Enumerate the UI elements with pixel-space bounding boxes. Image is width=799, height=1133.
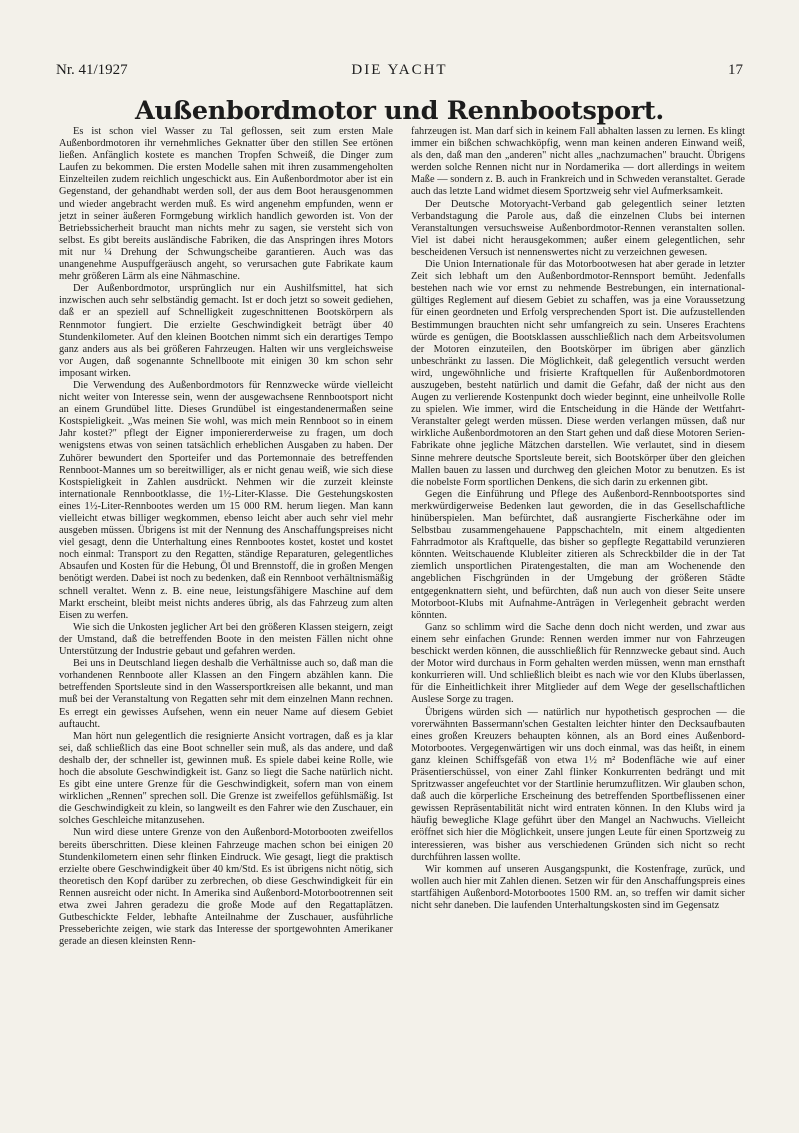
- paragraph: Man hört nun gelegentlich die resignierte Ansicht vortragen, daß es ja klar sei, daß schließlich das eine Boot schneller sein muß, als das andere, und daß deshalb der, der schneller ist, gewinnen muß. Es spiele dabei keine Rolle, wie hoch die absolute Geschwindigkeit ist. Ganz so liegt die Sache natürlich nicht. Es gibt eine untere Grenze für die Geschwindigkeit, sofern man von einem wirklichen „Rennen" sprechen soll. Die Grenze ist zweifellos gefühlsmäßig. Ist die Geschwindigkeit zu klein, so langweilt es den Fahrer wie den Zuschauer, ein solches Geschleiche mitanzusehen.: [59, 730, 393, 827]
- left-column: [59, 126, 393, 948]
- paragraph: Gegen die Einführung und Pflege des Außenbord-Rennbootsportes sind merkwürdigerweise Bedenken laut geworden, die in das Gesellschaftliche hinüberspielen. Man befürchtet, daß ausrangierte Fischerkähne oder im Selbstbau zusammengehauene Pappschachteln, mit einem altgedienten Fahrradmotor als Kraftquelle, das bisher so gepflegte Regattabild verunzieren könnten. Weitschauende Klubleiter zitieren als Schreckbilder die in der Tat ziemlich unsportlichen Piratengestalten, die man am Wochenende den angeblichen Fischgründen in der Umgebung der größeren Städte entgegenknattern sieht, und befürchten, daß nun auch von dieser Seite unsere Motorboot-Klubs mit Aufnahme-Anträgen in Verlegenheit gebracht werden könnten.: [411, 488, 745, 621]
- paragraph: Übrigens würden sich — natürlich nur hypothetisch gesprochen — die vorerwähnten Bassermann'schen Gestalten leichter hinter den Decksaufbauten eines großen Kreuzers behaupten können, als an Bord eines Außenbord-Motorbootes. Vergegenwärtigen wir uns doch einmal, was das heißt, in einem ganz kleinen Schiffsgefäß von etwa 1½ m² Bodenfläche wie auf einer Präsentierschüssel, von einer Zahl flinker Konkurrenten bedrängt und mit Spritzwasser angefeuchtet vor der Startlinie herumzuflitzen. Wir glauben schon, daß auch die körperliche Erscheinung des betreffenden Sportbeflissenen einer gewissen Repräsentabilität nicht wird entraten können. In den Klubs wird ja häufig bewegliche Klage geführt über den Mangel an Nachwuchs. Vielleicht eröffnet sich hier die Möglichkeit, unsere jungen Leute für einen Sportzweig zu interessieren, was bisher aus verschiedenen Gründen sich nicht so recht durchführen lassen wollte.: [411, 706, 745, 863]
- paragraph: Der Außenbordmotor, ursprünglich nur ein Aushilfsmittel, hat sich inzwischen auch sehr selbständig gemacht. Ist er doch jetzt so soweit gediehen, daß er an speziell auf Schnelligkeit zugeschnittenen Bootskörpern als Rennmotor fungiert. Die erzielte Geschwindigkeit beträgt über 40 Stundenkilometer. Auf den kleinen Bootchen nimmt sich ein derartiges Tempo ganz anders aus als bei größeren Fahrzeugen. Halten wir uns vergleichsweise vor Augen, daß sogenannte Schnellboote mit einigen 30 km schon sehr imposant wirken.: [59, 283, 393, 379]
- paragraph: Die Verwendung des Außenbordmotors für Rennzwecke würde vielleicht nicht weiter von Interesse sein, wenn der ausgewachsene Rennbootsport nicht an einem Grundübel litte. Dieses Grundübel ist eingestandenermaßen seine Kostspieligkeit. „Was meinen Sie wohl, was mich mein Rennboot so in einem Jahr kostet?" pflegt der Eigner imponiererderweise zu fragen, um doch wenigstens etwas von seinen tatsächlich erheblichen Ausgaben zu haben. Der Zuhörer bewundert den Sporteifer und das Portemonnaie des betreffenden Rennboot-Mannes um so bereitwilliger, als er nicht genau weiß, wie sich diese Kostspieligkeit in Zahlen ausdrückt. Nehmen wir die zurzeit kleinste internationale Rennbootklasse, die 1½-Liter-Klasse. Die Gestehungskosten eines 1½-Liter-Rennbootes werden um 15 000 RM. herum liegen. Man kann vielleicht etwas billiger wegkommen, ebenso leicht aber auch sehr viel mehr ausgeben müssen. Übrigens ist mit der Nennung des Anschaffungspreises nicht viel gesagt, denn die Unterhaltung eines Rennbootes kostet, kostet und kostet noch einmal: Transport zu den Regatten, ständige Reparaturen, gelegentliches Absaufen und Kosten für die Hebung, Öl und Brennstoff, die in großen Mengen benötigt werden. Dabei ist noch zu bedenken, daß ein Rennboot verhältnismäßig schnell veraltet. Wenn z. B. eine neue, leistungsfähigere Maschine auf dem Markt erscheint, bleibt meist nichts anderes übrig, als das Fahrzeug zum alten Eisen zu werfen.: [59, 379, 393, 621]
- issue-number: Nr. 41/1927: [56, 62, 128, 78]
- paragraph: Der Deutsche Motoryacht-Verband gab gelegentlich seiner letzten Verbandstagung die Parole aus, daß die einzelnen Clubs bei internen Veranstaltungen versuchsweise Außenbordmotor-Rennen veranstalten sollen. Viel ist dabei nicht herausgekommen; außer einem gelegentlichen, sehr bescheidenen Versuch ist nennenswertes nicht zu verzeichnen gewesen.: [411, 198, 745, 258]
- page-number: 17: [728, 62, 743, 78]
- paragraph: Ganz so schlimm wird die Sache denn doch nicht werden, und zwar aus einem sehr einfachen Grunde: Rennen werden immer nur von Fahrzeugen beschickt werden können, die ausschließlich für Rennzwecke gebaut sind. Auch der Motor wird durchaus in Form gehalten werden müssen, wenn man ernsthaft konkurrieren will. Und schließlich bleibt es nach wie vor den Klubs überlassen, für die Einheitlichkeit ihrer Mitglieder auf dem Wege der gesellschaftlichen Auslese Sorge zu tragen.: [411, 621, 745, 706]
- paragraph: Es ist schon viel Wasser zu Tal geflossen, seit zum ersten Male Außenbordmotoren ihr vernehmliches Geknatter über den stillen See ertönen ließen. Anfänglich kostete es manchen Tropfen Schweiß, die Dinger zum Laufen zu bekommen. Die ersten Modelle sahen mit ihren zusammengeholten Einzelteilen zudem reichlich ungeschickt aus. Ein Außenbordmotor aber ist ein Gegenstand, der gehandhabt werden soll, der aus dem Boot herausgenommen und wieder angebracht werden muß. Es wird angenehm empfunden, wenn er jetzt in seiner äußeren Formgebung wirklich handlich geworden ist. Von der Betriebssicherheit braucht man nichts mehr zu sagen, sie versteht sich von selbst. Es gibt bereits ausländische Fabriken, die das Anspringen ihres Motors mit nur ¼ Drehung der Schwungscheibe garantieren. Auch was das unangenehme Auspuffgeräusch angeht, so verursachen gute Fabrikate kaum mehr größeren Lärm als eine Nähmaschine.: [59, 126, 393, 283]
- right-column: [411, 126, 745, 912]
- magazine-title: DIE YACHT: [351, 62, 448, 78]
- paragraph: Nun wird diese untere Grenze von den Außenbord-Motorbooten zweifellos bereits überschritten. Diese kleinen Fahrzeuge machen schon bei einigen 20 Stundenkilometern einen sehr flinken Eindruck. Wie gesagt, liegt die praktisch erzielte obere Geschwindigkeit über 40 km/Std. Es ist übrigens nicht nötig, sich theoretisch den Kopf darüber zu zerbrechen, ob diese Geschwindigkeit für ein Rennen ausreicht oder nicht. In Amerika sind Außenbord-Motorbootrennen seit etwa zwei Jahren geradezu die große Mode auf den Regattaplätzen. Gutbeschickte Felder, lebhafte Anteilnahme der Zuschauer, ausführliche Presseberichte zeigen, wie stark das Interesse der sportgewohnten Amerikaner gerade an diesen kleinsten Renn-: [59, 827, 393, 948]
- paragraph: Die Union Internationale für das Motorbootwesen hat aber gerade in letzter Zeit sich lebhaft um den Außenbordmotor-Rennsport bemüht. Jedenfalls bestehen nach wie vor ernst zu nehmende Bestrebungen, ein international-gültiges Reglement auf diesem Gebiet zu schaffen, was ja eine Voraussetzung für einen geordneten und Erfolg versprechenden Sport ist. Die aufzustellenden Bestimmungen brauchten nicht sehr umfangreich zu sein. Unseres Erachtens würde es genügen, die Bootsklassen ausschließlich nach dem Arbeitsvolumen der Motoren einzuteilen, den Bootskörper im übrigen aber gänzlich unbeschränkt zu lassen. Die Möglichkeit, daß gelegentlich versucht werden wird, ungewöhnliche und frisierte Kraftquellen für Außenbordmotoren auszugeben, besteht natürlich und damit die Gefahr, daß der nicht aus den Augen zu verlierende Kostenpunkt doch wieder beginnt, eine unheilvolle Rolle zu spielen. Wie immer, wird die Entscheidung in die Hände der Wettfahrt-Veranstalter gelegt werden müssen. Diese werden verlangen müssen, daß nur wirkliche Außenbordmotoren an den Start gehen und daß diese Motoren Serien-Fabrikate ohne jegliche Mätzchen darstellen. Wie verlautet, sind in diesem Sinne mehrere deutsche Sportsleute bereit, sich Bootskörper über den gleichen Mallen bauen zu lassen und durchweg den gleichen Motor zu benutzen. Es ist die nobelste Form sportlichen Denkens, die sich darin zu erkennen gibt.: [411, 259, 745, 488]
- article-title: Außenbordmotor und Rennbootsport.: [135, 96, 664, 126]
- paragraph: Wir kommen auf unseren Ausgangspunkt, die Kostenfrage, zurück, und wollen auch hier mit Zahlen dienen. Setzen wir für den Anschaffungspreis eines startfähigen Außenbord-Motorbootes 1500 RM. an, so treffen wir damit sicher nicht sehr daneben. Die laufenden Unterhaltungskosten sind im Gegensatz: [411, 863, 745, 911]
- paragraph: Wie sich die Unkosten jeglicher Art bei den größeren Klassen steigern, zeigt der Umstand, daß die betreffenden Boote in den meisten Fällen nicht ohne Unterstützung der Industrie gebaut und gefahren werden.: [59, 621, 393, 658]
- page-header: [56, 62, 743, 82]
- paragraph: fahrzeugen ist. Man darf sich in keinem Fall abhalten lassen zu lernen. Es klingt immer ein bißchen schwachköpfig, wenn man keinen anderen Einwand weiß, als den, daß man den „anderen" nicht alles „nachzumachen" braucht. Übrigens werden solche Rennen nicht nur in Nordamerika — dort allerdings in weitem Maße — sondern z. B. auch in Frankreich und in Schweden veranstaltet. Gerade auch das letzte Land widmet diesem Sportzweig sehr viel Aufmerksamkeit.: [411, 126, 745, 198]
- paragraph: Bei uns in Deutschland liegen deshalb die Verhältnisse auch so, daß man die vorhandenen Rennboote aller Klassen an den Fingern abzählen kann. Die betreffenden Sportsleute sind in den Wassersportkreisen alle bekannt, und man muß bei der Veranstaltung von Regatten sehr mit dem einzelnen Mann rechnen. Es erregt ein gewisses Aufsehen, wenn ein neuer Name auf diesem Gebiet auftaucht.: [59, 658, 393, 730]
